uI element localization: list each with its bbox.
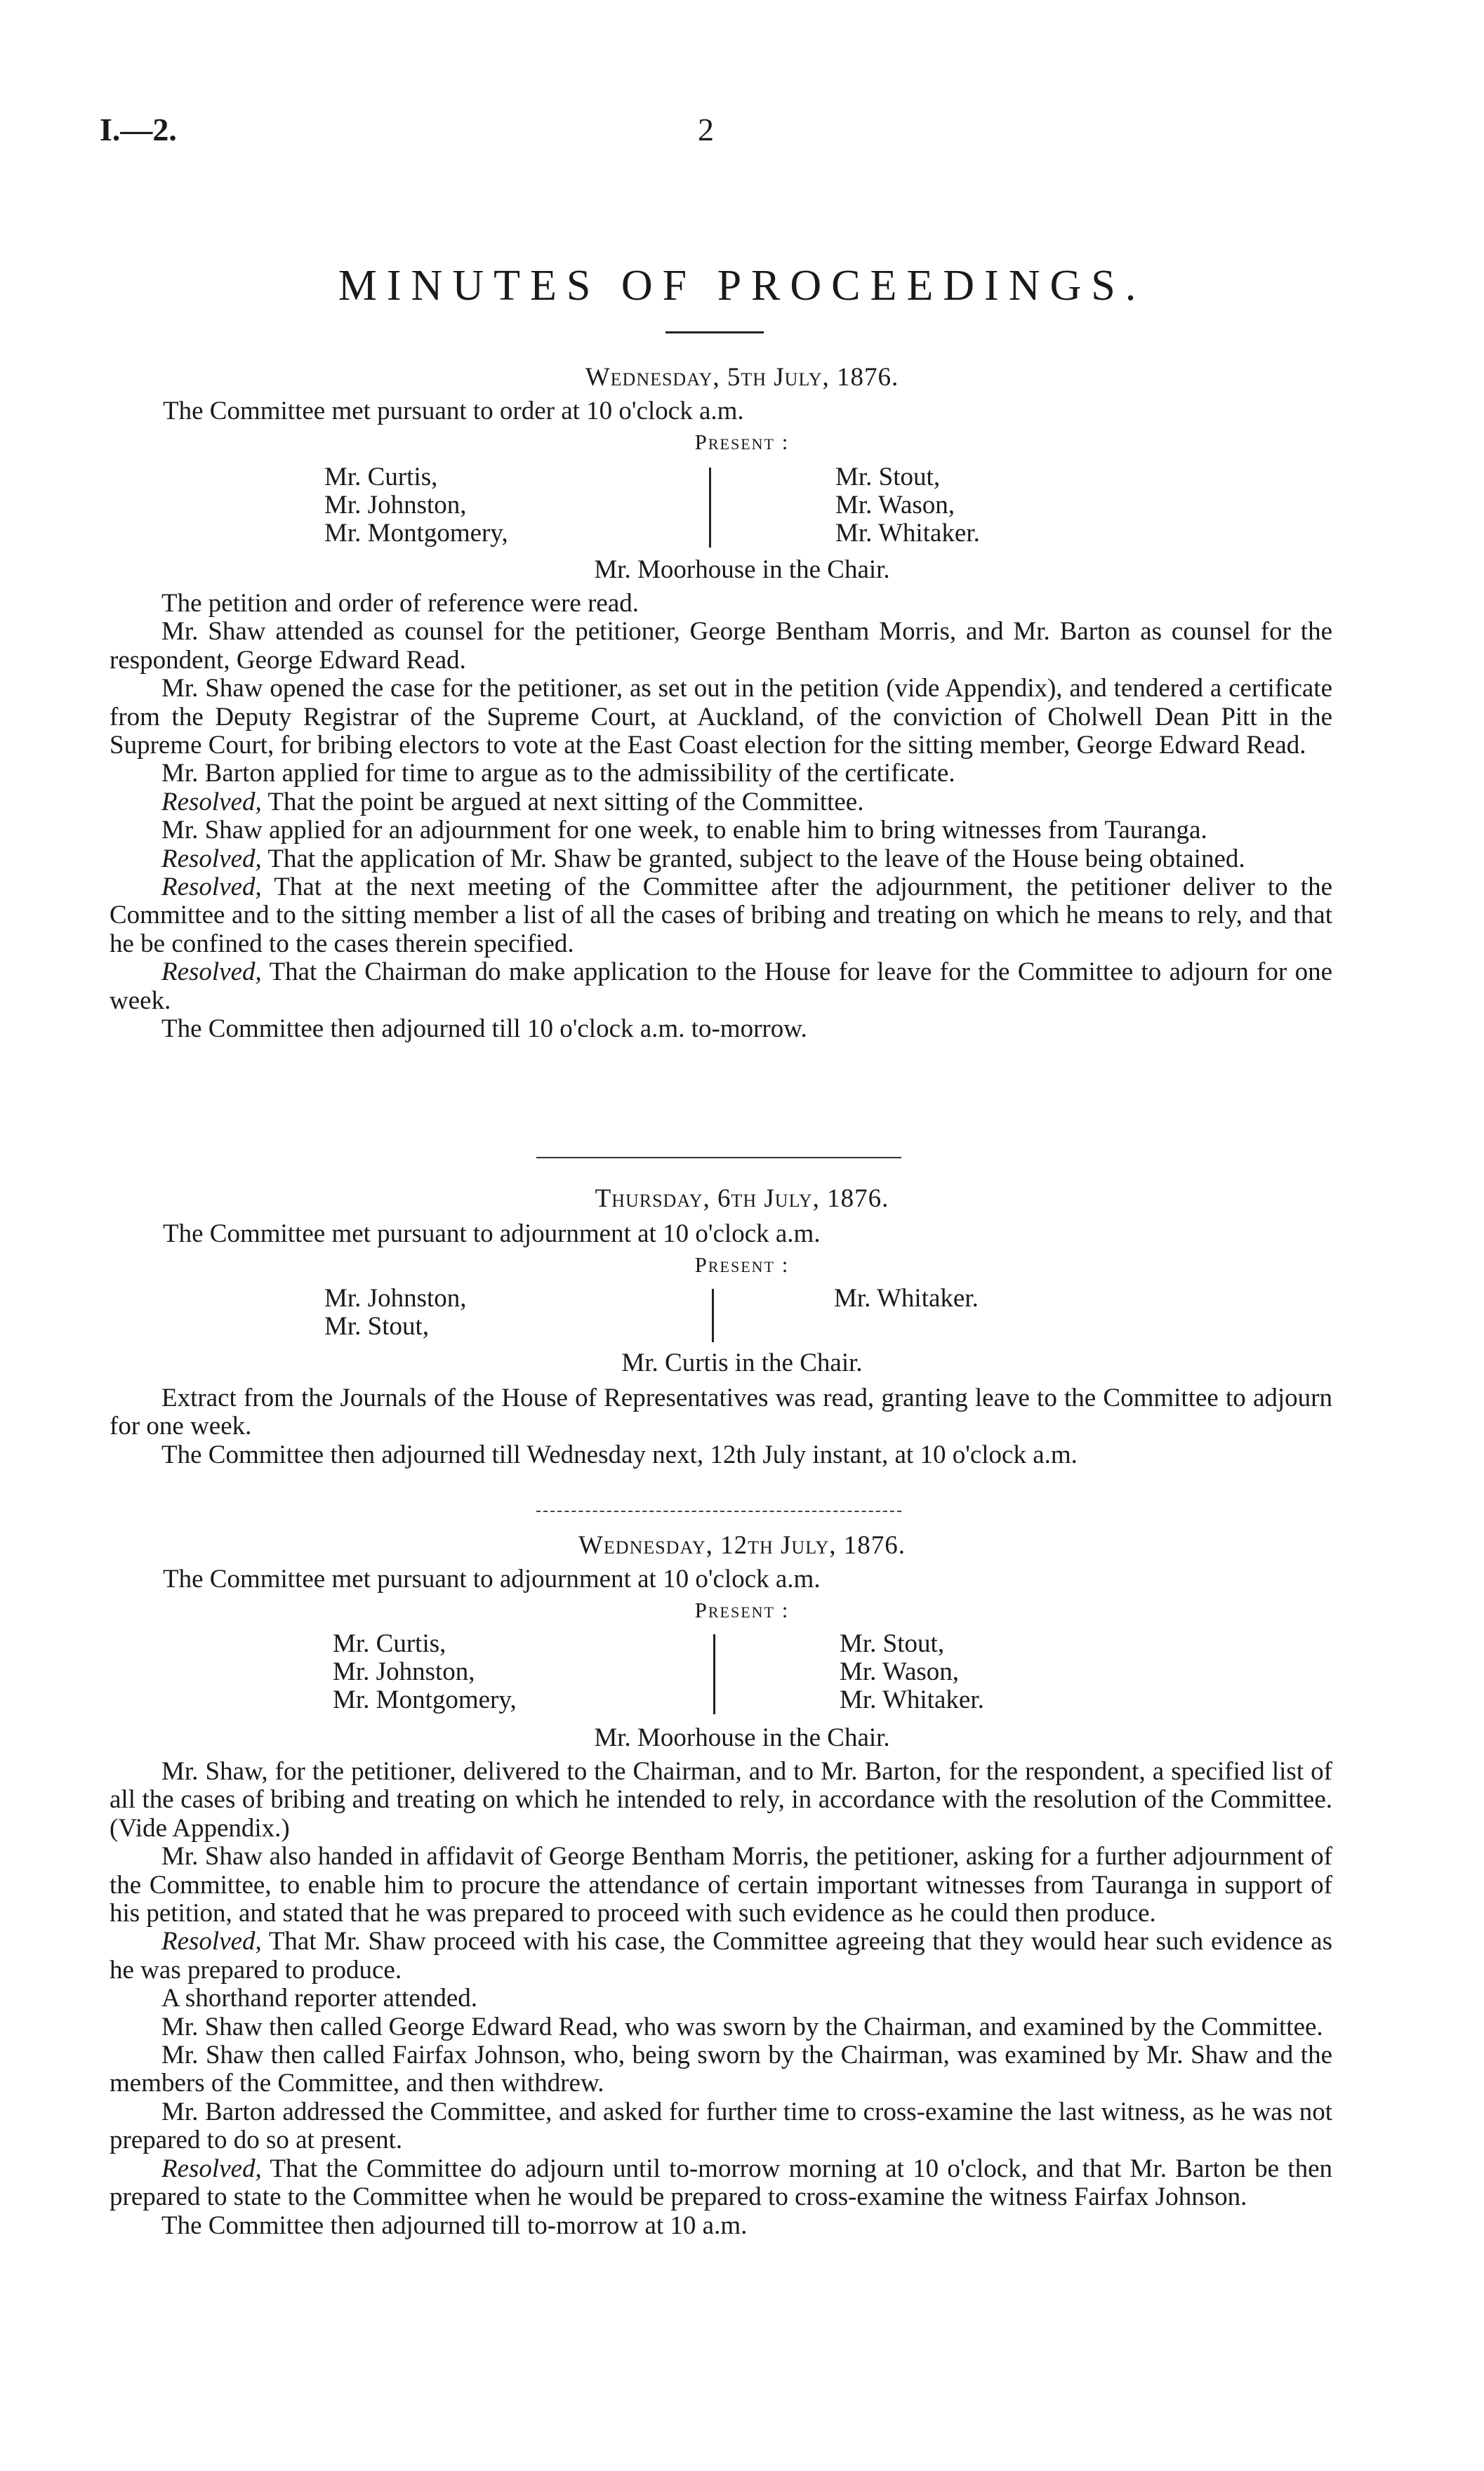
resolved-label: Resolved, xyxy=(161,2154,262,2183)
paragraph-text: Mr. Shaw attended as counsel for the petitioner, George Bentham Morris, and Mr. Barton as counsel for the respondent, George Edward Read. xyxy=(110,617,1332,675)
meeting-3-members xyxy=(0,1630,1484,1717)
member-name: Mr. Whitaker. xyxy=(834,1284,979,1313)
resolution-paragraph xyxy=(110,788,1332,816)
paragraph-text: The petition and order of reference were read. xyxy=(161,589,640,618)
paragraph-text: The Committee then adjourned till to-morrow at 10 a.m. xyxy=(161,2211,748,2240)
minutes-paragraph xyxy=(110,675,1332,760)
paragraph-text: Mr. Barton applied for time to argue as to the admissibility of the certificate. xyxy=(161,759,955,788)
member-name: Mr. Stout, xyxy=(835,463,941,491)
resolved-label: Resolved, xyxy=(161,844,262,873)
member-name: Mr. Whitaker. xyxy=(840,1685,984,1714)
resolved-label: Resolved, xyxy=(161,1927,262,1956)
resolved-label: Resolved, xyxy=(161,958,262,987)
member-name: Mr. Whitaker. xyxy=(835,519,980,548)
minutes-paragraph xyxy=(110,618,1332,675)
minutes-paragraph xyxy=(110,1843,1332,1928)
paragraph-text: That the Committee do adjourn until to-morrow morning at 10 o'clock, and that Mr. Barton be then prepared to state to the Committee when he would be prepared to cross-examine the witness Fairfax Johnson. xyxy=(110,2154,1332,2212)
member-name: Mr. Johnston, xyxy=(324,1284,467,1313)
meeting-1-present-label: Present : xyxy=(694,430,790,454)
meeting-2-members-left xyxy=(324,1285,467,1341)
member-name: Mr. Stout, xyxy=(840,1629,945,1658)
resolution-paragraph xyxy=(110,1928,1332,1985)
minutes-paragraph xyxy=(110,1015,1332,1043)
section-separator xyxy=(536,1157,901,1158)
minutes-paragraph xyxy=(110,1985,1332,2013)
paragraph-text: Mr. Shaw opened the case for the petitioner, as set out in the petition (vide Appendix), and tendered a certificate from the Deputy Registrar of the Supreme Court, at Auckland, of the conviction of Cholwell Dean Pitt in the Supreme Court, for bribing electors to vote at the East Coast election for the sitting member, George Edward Read. xyxy=(110,674,1332,760)
resolution-paragraph xyxy=(110,873,1332,958)
member-name: Mr. Montgomery, xyxy=(333,1685,517,1714)
paragraph-text: That the application of Mr. Shaw be granted, subject to the leave of the House being obtained. xyxy=(261,844,1245,873)
minutes-paragraph xyxy=(110,2013,1332,2041)
minutes-paragraph xyxy=(110,816,1332,844)
meeting-1-chair: Mr. Moorhouse in the Chair. xyxy=(594,555,890,584)
document-reference: I.—2. xyxy=(100,112,177,147)
meeting-1-members-right xyxy=(835,463,980,548)
meeting-2-opening: The Committee met pursuant to adjournment at 10 o'clock a.m. xyxy=(163,1219,821,1248)
member-column-divider xyxy=(709,468,711,548)
paragraph-text: Mr. Barton addressed the Committee, and asked for further time to cross-examine the last witness, as he was not prepared to do so at present. xyxy=(110,2097,1332,2155)
meeting-2-minutes xyxy=(110,1384,1332,1469)
minutes-paragraph xyxy=(110,1384,1332,1441)
page-title: MINUTES OF PROCEEDINGS. xyxy=(338,262,1146,310)
minutes-paragraph xyxy=(110,2041,1332,2098)
paragraph-text: Extract from the Journals of the House of Representatives was read, granting leave to the Committee to adjourn for one week. xyxy=(110,1384,1332,1441)
minutes-paragraph xyxy=(110,2098,1332,2155)
meeting-3-present-label: Present : xyxy=(694,1598,790,1622)
meeting-1-members-left xyxy=(324,463,508,548)
member-name: Mr. Curtis, xyxy=(324,463,438,491)
paragraph-text: Mr. Shaw then called Fairfax Johnson, who, being sworn by the Chairman, was examined by Mr. Shaw and the members of the Committee, and then withdrew. xyxy=(110,2041,1332,2098)
meeting-3-members-right xyxy=(840,1630,984,1714)
meeting-1-members xyxy=(0,463,1484,550)
title-rule xyxy=(665,331,764,333)
member-column-divider xyxy=(712,1289,714,1342)
paragraph-text: That at the next meeting of the Committee after the adjournment, the petitioner deliver to the Committee and to the sitting member a list of all the cases of bribing and treating on which he means to rely, and that he be confined to the cases therein specified. xyxy=(110,873,1332,958)
resolution-paragraph xyxy=(110,958,1332,1015)
meeting-1-opening: The Committee met pursuant to order at 10 o'clock a.m. xyxy=(163,397,744,425)
member-name: Mr. Montgomery, xyxy=(324,519,508,548)
minutes-paragraph xyxy=(110,2212,1332,2240)
meeting-3-chair: Mr. Moorhouse in the Chair. xyxy=(594,1723,890,1752)
meeting-2-date: Thursday, 6th July, 1876. xyxy=(595,1184,889,1213)
paragraph-text: Mr. Shaw, for the petitioner, delivered to the Chairman, and to Mr. Barton, for the respondent, a specified list of all the cases of bribing and treating on which he intended to rely, in accordance with the resolution of the Committee. (Vide Appendix.) xyxy=(110,1757,1332,1843)
minutes-paragraph xyxy=(110,1758,1332,1843)
member-name: Mr. Johnston, xyxy=(333,1657,475,1686)
paragraph-text: That Mr. Shaw proceed with his case, the Committee agreeing that they would hear such evidence as he was prepared to produce. xyxy=(110,1927,1332,1985)
resolution-paragraph xyxy=(110,2155,1332,2212)
resolved-label: Resolved, xyxy=(161,787,262,816)
paragraph-text: That the point be argued at next sitting of the Committee. xyxy=(261,787,864,816)
paragraph-text: Mr. Shaw also handed in affidavit of George Bentham Morris, the petitioner, asking for a further adjournment of the Committee, to enable him to procure the attendance of certain important witnesses from Tauranga in support of his petition, and stated that he was prepared to proceed with such evidence as he could then produce. xyxy=(110,1842,1332,1928)
meeting-1-minutes xyxy=(110,590,1332,1044)
member-column-divider xyxy=(713,1634,715,1714)
meeting-2-members xyxy=(0,1285,1484,1345)
member-name: Mr. Wason, xyxy=(840,1657,960,1686)
minutes-paragraph xyxy=(110,760,1332,788)
meeting-1-date: Wednesday, 5th July, 1876. xyxy=(585,363,899,392)
meeting-3-minutes xyxy=(110,1758,1332,2240)
paragraph-text: Mr. Shaw applied for an adjournment for one week, to enable him to bring witnesses from Tauranga. xyxy=(161,816,1207,845)
paragraph-text: The Committee then adjourned till Wednesday next, 12th July instant, at 10 o'clock a.m. xyxy=(161,1440,1078,1469)
page-number: 2 xyxy=(698,112,714,147)
paragraph-text: That the Chairman do make application to the House for leave for the Committee to adjourn for one week. xyxy=(110,958,1332,1015)
meeting-3-members-left xyxy=(333,1630,517,1714)
resolved-label: Resolved, xyxy=(161,873,262,902)
minutes-paragraph xyxy=(110,590,1332,618)
paragraph-text: Mr. Shaw then called George Edward Read, who was sworn by the Chairman, and examined by the Committee. xyxy=(161,2012,1323,2041)
member-name: Mr. Johnston, xyxy=(324,491,467,519)
member-name: Mr. Curtis, xyxy=(333,1629,446,1658)
paragraph-text: The Committee then adjourned till 10 o'clock a.m. to-morrow. xyxy=(161,1014,807,1044)
meeting-3-opening: The Committee met pursuant to adjournment at 10 o'clock a.m. xyxy=(163,1565,821,1594)
member-name: Mr. Wason, xyxy=(835,491,955,519)
meeting-2-chair: Mr. Curtis in the Chair. xyxy=(621,1349,863,1377)
section-separator xyxy=(536,1511,901,1512)
meeting-2-members-right xyxy=(834,1285,979,1313)
resolution-paragraph xyxy=(110,845,1332,873)
paragraph-text: A shorthand reporter attended. xyxy=(161,1984,478,2013)
minutes-paragraph xyxy=(110,1441,1332,1469)
member-name: Mr. Stout, xyxy=(324,1312,430,1341)
meeting-2-present-label: Present : xyxy=(694,1252,790,1277)
meeting-3-date: Wednesday, 12th July, 1876. xyxy=(578,1531,906,1560)
